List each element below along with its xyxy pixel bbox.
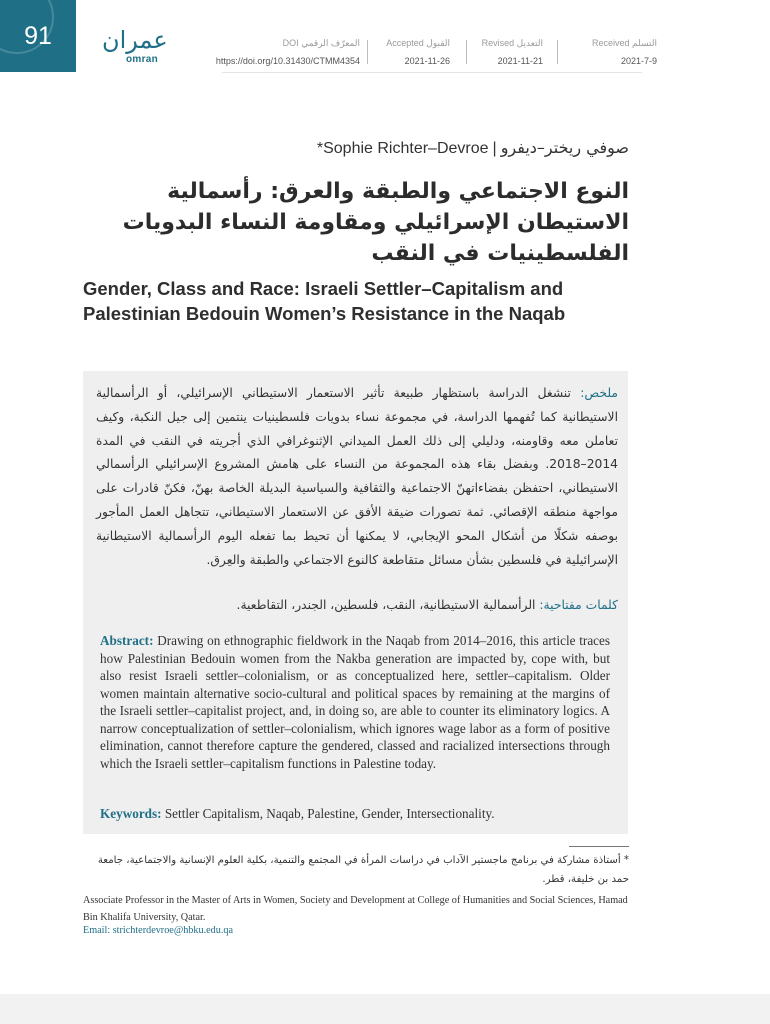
title-ar-line: النوع الاجتماعي والطبقة والعرق: رأسمالية <box>167 179 629 204</box>
abstract-ar-lead: ملخص: <box>580 386 618 400</box>
article-title-english: Gender, Class and Race: Israeli Settler–Capitalism and Palestinian Bedouin Women’s Resistance in the Naqab <box>83 278 566 324</box>
meta-divider <box>466 40 467 64</box>
abstract-ar-text: تنشغل الدراسة باستظهار طبيعة تأثير الاستعمار الاستيطاني الإسرائيلي، أو الرأسمالية الاستيطانية كما تُفهمها الدراسة، في مجموعة نساء بدويات فلسطينيات ينتمين إلى جيل النكبة، وكيف تعاملن معه وقاومنه، ودليلي إلى ذلك العمل الميداني الإثنوغرافي الذي أجريته في النقب في المدة 2014–2018. وبفضل بقاء هذه المجموعة من النساء على هامش المشروع الإسرائيلي الرأسمالي الاستيطاني، احتفظن بفضاءاتهنّ الاجتماعية والثقافية والسياسية البديلة الخاصة بهنّ، فكنّ قادرات على مواجهة منطقه الإقصائي. ثمة تصورات ضيقة الأفق عن الاستعمار الاستيطاني، تتجاهل العمل المأجور بوصفه شكلًا من أشكال المحو الإيجابي، لا يمكنها أن تحيط بما تفعله اليوم الرأسمالية الاستيطانية الإسرائيلية في فلسطين بشأن مسائل متقاطعة كالنوع الاجتماعي والطبقة والعِرق. <box>96 386 618 567</box>
author-separator: | <box>492 140 497 157</box>
abstract-en-lead: Abstract: <box>100 633 154 648</box>
keywords-ar-text: الرأسمالية الاستيطانية، النقب، فلسطين، الجندر، التقاطعية. <box>236 598 536 612</box>
title-ar-line: الفلسطينيات في النقب <box>371 241 629 266</box>
keywords-arabic <box>96 598 618 612</box>
author-marker: * <box>316 140 324 157</box>
accepted-date-block <box>386 38 450 66</box>
received-date-block <box>592 38 657 66</box>
doi-label: DOI المعرّف الرقمي <box>282 38 360 48</box>
footnote-arabic: * أستاذة مشاركة في برنامج ماجستير الآداب في دراسات المرأة في المجتمع والتنمية، بكلية العلوم الإنسانية والاجتماعية، جامعة حمد بن خليفة، قطر. <box>97 855 629 885</box>
logo-latin: omran <box>126 54 159 65</box>
email-link[interactable]: strichterdevroe@hbku.edu.qa <box>112 925 233 936</box>
author-name-arabic: صوفي ريختر–ديفرو <box>500 138 629 157</box>
footnote-english: Associate Professor in the Master of Arts in Women, Society and Development at College of Humanities and Social Sciences, Hamad Bin Khalifa University, Qatar. <box>83 895 628 923</box>
header-rule <box>222 72 642 73</box>
keywords-ar-lead: كلمات مفتاحية: <box>539 598 618 612</box>
abstract-arabic <box>96 382 618 572</box>
received-label: Received التسلم <box>592 38 657 48</box>
journal-logo <box>96 26 172 66</box>
footnote-rule <box>569 846 629 847</box>
author-name-latin: Sophie Richter–Devroe <box>323 140 489 157</box>
abstract-english <box>100 632 610 772</box>
keywords-english <box>100 806 610 822</box>
keywords-en-text: Settler Capitalism, Naqab, Palestine, Gender, Intersectionality. <box>164 806 495 821</box>
footnote-email <box>83 925 233 936</box>
email-label: Email: <box>83 925 111 936</box>
keywords-en-lead: Keywords: <box>100 806 162 821</box>
revised-label: Revised التعديل <box>481 38 543 48</box>
doi-block <box>216 38 360 66</box>
accepted-label: Accepted القبول <box>386 38 450 48</box>
footer-band <box>0 994 770 1024</box>
received-date: 2021-7-9 <box>620 56 657 66</box>
meta-divider <box>367 40 368 64</box>
revised-date-block <box>482 38 543 66</box>
author-line <box>317 137 629 158</box>
page-number-tab <box>0 0 76 72</box>
doi-link[interactable]: https://doi.org/10.31430/CTMM4354 <box>215 56 360 66</box>
page-number: 91 <box>24 21 52 50</box>
title-ar-line: الاستيطان الإسرائيلي ومقاومة النساء البدويات <box>122 210 629 235</box>
meta-divider <box>557 40 558 64</box>
abstract-en-text: Drawing on ethnographic fieldwork in the Naqab from 2014–2016, this article traces how Palestinian Bedouin women from the Nakba generation are impacted by, cope with, but also resist Israeli settler–colonialism, or as conceptualized here, settler–capitalism. Older women maintain alternative socio-cultural and political spaces by remaining at the margins of the Israeli settler–capitalist project, and, in doing so, are able to counter its eliminatory logics. A narrow conceptualization of settler–colonialism, which ignores wage labor as a form of positive elimination, cannot therefore capture the gendered, classed and racialized intersections through which the Israeli settler–capitalism functions in Palestine today. <box>100 633 611 771</box>
accepted-date: 2021-11-26 <box>404 56 450 66</box>
article-title-arabic <box>69 176 629 269</box>
logo-arabic: عمران <box>102 26 168 54</box>
revised-date: 2021-11-21 <box>497 56 543 66</box>
